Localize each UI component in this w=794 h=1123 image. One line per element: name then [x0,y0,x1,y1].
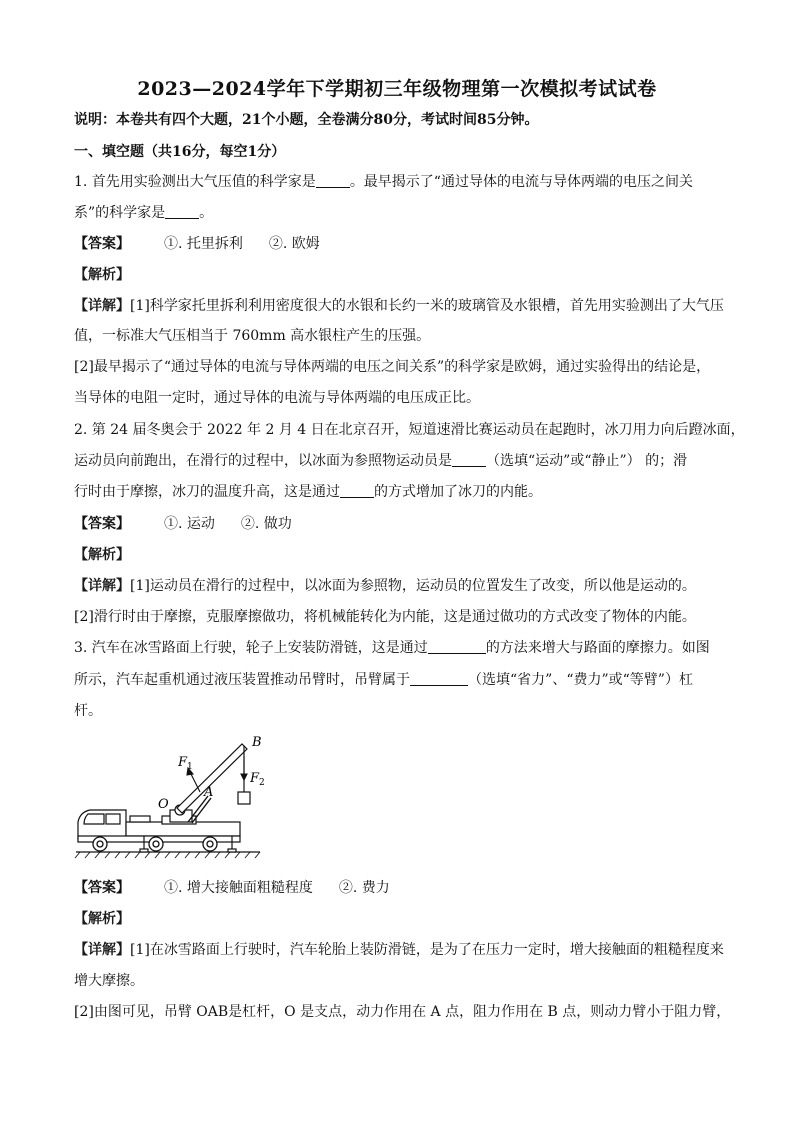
q2-line3 [74,482,724,502]
q3-answer [74,878,724,898]
q1-answer-1: ①. 托里拆利 [164,236,243,252]
label-a: A [204,785,214,800]
q3-line2 [74,670,724,690]
q1-answer [74,234,724,254]
q3-text-b: 的方法来增大与路面的摩擦力。如图 [485,640,710,656]
label-f2-letter: F [250,771,260,786]
label-f1-letter: F [178,755,188,770]
q2-text-a: 运动员向前跑出，在滑行的过程中，以冰面为参照物运动员是 [74,453,452,469]
label-f1-sub: 1 [187,762,193,772]
q2-detail-text: [1]运动员在滑行的过程中，以冰面为参照物，运动员的位置发生了改变，所以他是运动的。 [130,578,696,594]
label-f1 [177,755,193,772]
q3-answer-1: ①. 增大接触面粗糙程度 [164,880,313,896]
q1-blank-2 [165,204,199,219]
q2-blank-2 [340,483,374,498]
detail-label: 【详解】 [74,942,130,958]
crane-boom [177,744,247,813]
section-heading-fill-blank: 一、填空题（共16分，每空1分） [74,144,286,160]
answer-label: 【答案】 [74,236,130,252]
q1-text-a: 1. 首先用实验测出大气压值的科学家是 [74,174,316,190]
q2-line2 [74,451,724,471]
answer-label: 【答案】 [74,880,130,896]
q2-blank-1 [452,452,486,467]
label-f2 [249,771,265,788]
q1-text-b: 。最早揭示了“通过导体的电流与导体两端的电压之间关 [349,174,693,190]
q2-analysis-label: 【解析】 [74,547,130,563]
ground-hatching [75,852,260,858]
hanging-load [238,792,250,804]
label-f2-sub: 2 [259,778,265,788]
q3-text-a: 3. 汽车在冰雪路面上行驶，轮子上安装防滑链，这是通过 [74,640,428,656]
q3-text-c: 所示，汽车起重机通过液压装置推动吊臂时，吊臂属于 [74,672,410,688]
q3-detail-text: [1]在冰雪路面上行驶时，汽车轮胎上装防滑链，是为了在压力一定时，增大接触面的粗糙程度来 [130,942,724,958]
q1-detail-2a: [2]最早揭示了“通过导体的电流与导体两端的电压之间关系”的科学家是欧姆，通过实验得出的结论是， [74,359,711,375]
label-o: O [158,797,169,812]
q1-text-d: 。 [199,205,214,221]
page-title: 2023—2024学年下学期初三年级物理第一次模拟考试试卷 [137,78,657,100]
q1-analysis-label: 【解析】 [74,267,130,283]
q1-detail-2b: 当导体的电阻一定时，通过导体的电流与导体两端的电压成正比。 [74,390,480,406]
label-b: B [252,735,262,750]
q3-blank-1 [428,639,486,654]
q3-blank-2 [410,671,468,686]
q3-detail-1a [74,940,724,960]
q2-detail-2: [2]滑行时由于摩擦，克服摩擦做功，将机械能转化为内能，这是通过做功的方式改变了物体的内能。 [74,609,696,625]
q3-answer-2: ②. 费力 [338,880,390,896]
q2-answer-1: ①. 运动 [164,516,215,532]
q2-detail-1 [74,576,724,596]
q3-detail-2: [2]由图可见，吊臂 OAB是杠杆，O 是支点，动力作用在 A 点，阻力作用在 B 点，则动力臂小于阻力臂， [74,1004,731,1020]
q1-blank-1 [316,173,350,188]
q1-detail-1a [74,296,724,316]
q2-line1: 2. 第 24 届冬奥会于 2022 年 2 月 4 日在北京召开，短道速滑比赛运动员在起跑时，冰刀用力向后蹬冰面， [74,422,745,438]
detail-label: 【详解】 [74,578,130,594]
detail-label: 【详解】 [74,298,130,314]
q3-text-d: （选填“省力”、“费力”或“等臂”）杠 [468,672,693,688]
q1-text-c: 系”的科学家是 [74,205,166,221]
q3-line1 [74,638,724,658]
q1-line1 [74,172,724,192]
answer-label: 【答案】 [74,516,130,532]
q3-analysis-label: 【解析】 [74,911,130,927]
q2-text-c: 行时由于摩擦，冰刀的温度升高，这是通过 [74,484,340,500]
q2-answer [74,514,724,534]
q3-line3: 杆。 [74,703,102,719]
force-f2-arrow [241,756,247,780]
q1-line2 [74,203,724,223]
q1-detail-1b: 值，一标准大气压相当于 760mm 高水银柱产生的压强。 [74,328,431,344]
q2-text-d: 的方式增加了冰刀的内能。 [374,484,542,500]
q1-answer-2: ②. 欧姆 [268,236,320,252]
crane-truck-illustration [74,730,274,865]
instructions: 说明：本卷共有四个大题，21个小题，全卷满分80分，考试时间85分钟。 [74,112,539,128]
crane-lever-figure [74,730,274,865]
q1-detail-text: [1]科学家托里拆利利用密度很大的水银和长约一米的玻璃管及水银槽，首先用实验测出了大气压 [130,298,724,314]
q2-text-b: （选填“运动”或“静止”） 的；滑 [486,453,688,469]
q2-answer-2: ②. 做功 [240,516,292,532]
q3-detail-1b: 增大摩擦。 [74,973,144,989]
